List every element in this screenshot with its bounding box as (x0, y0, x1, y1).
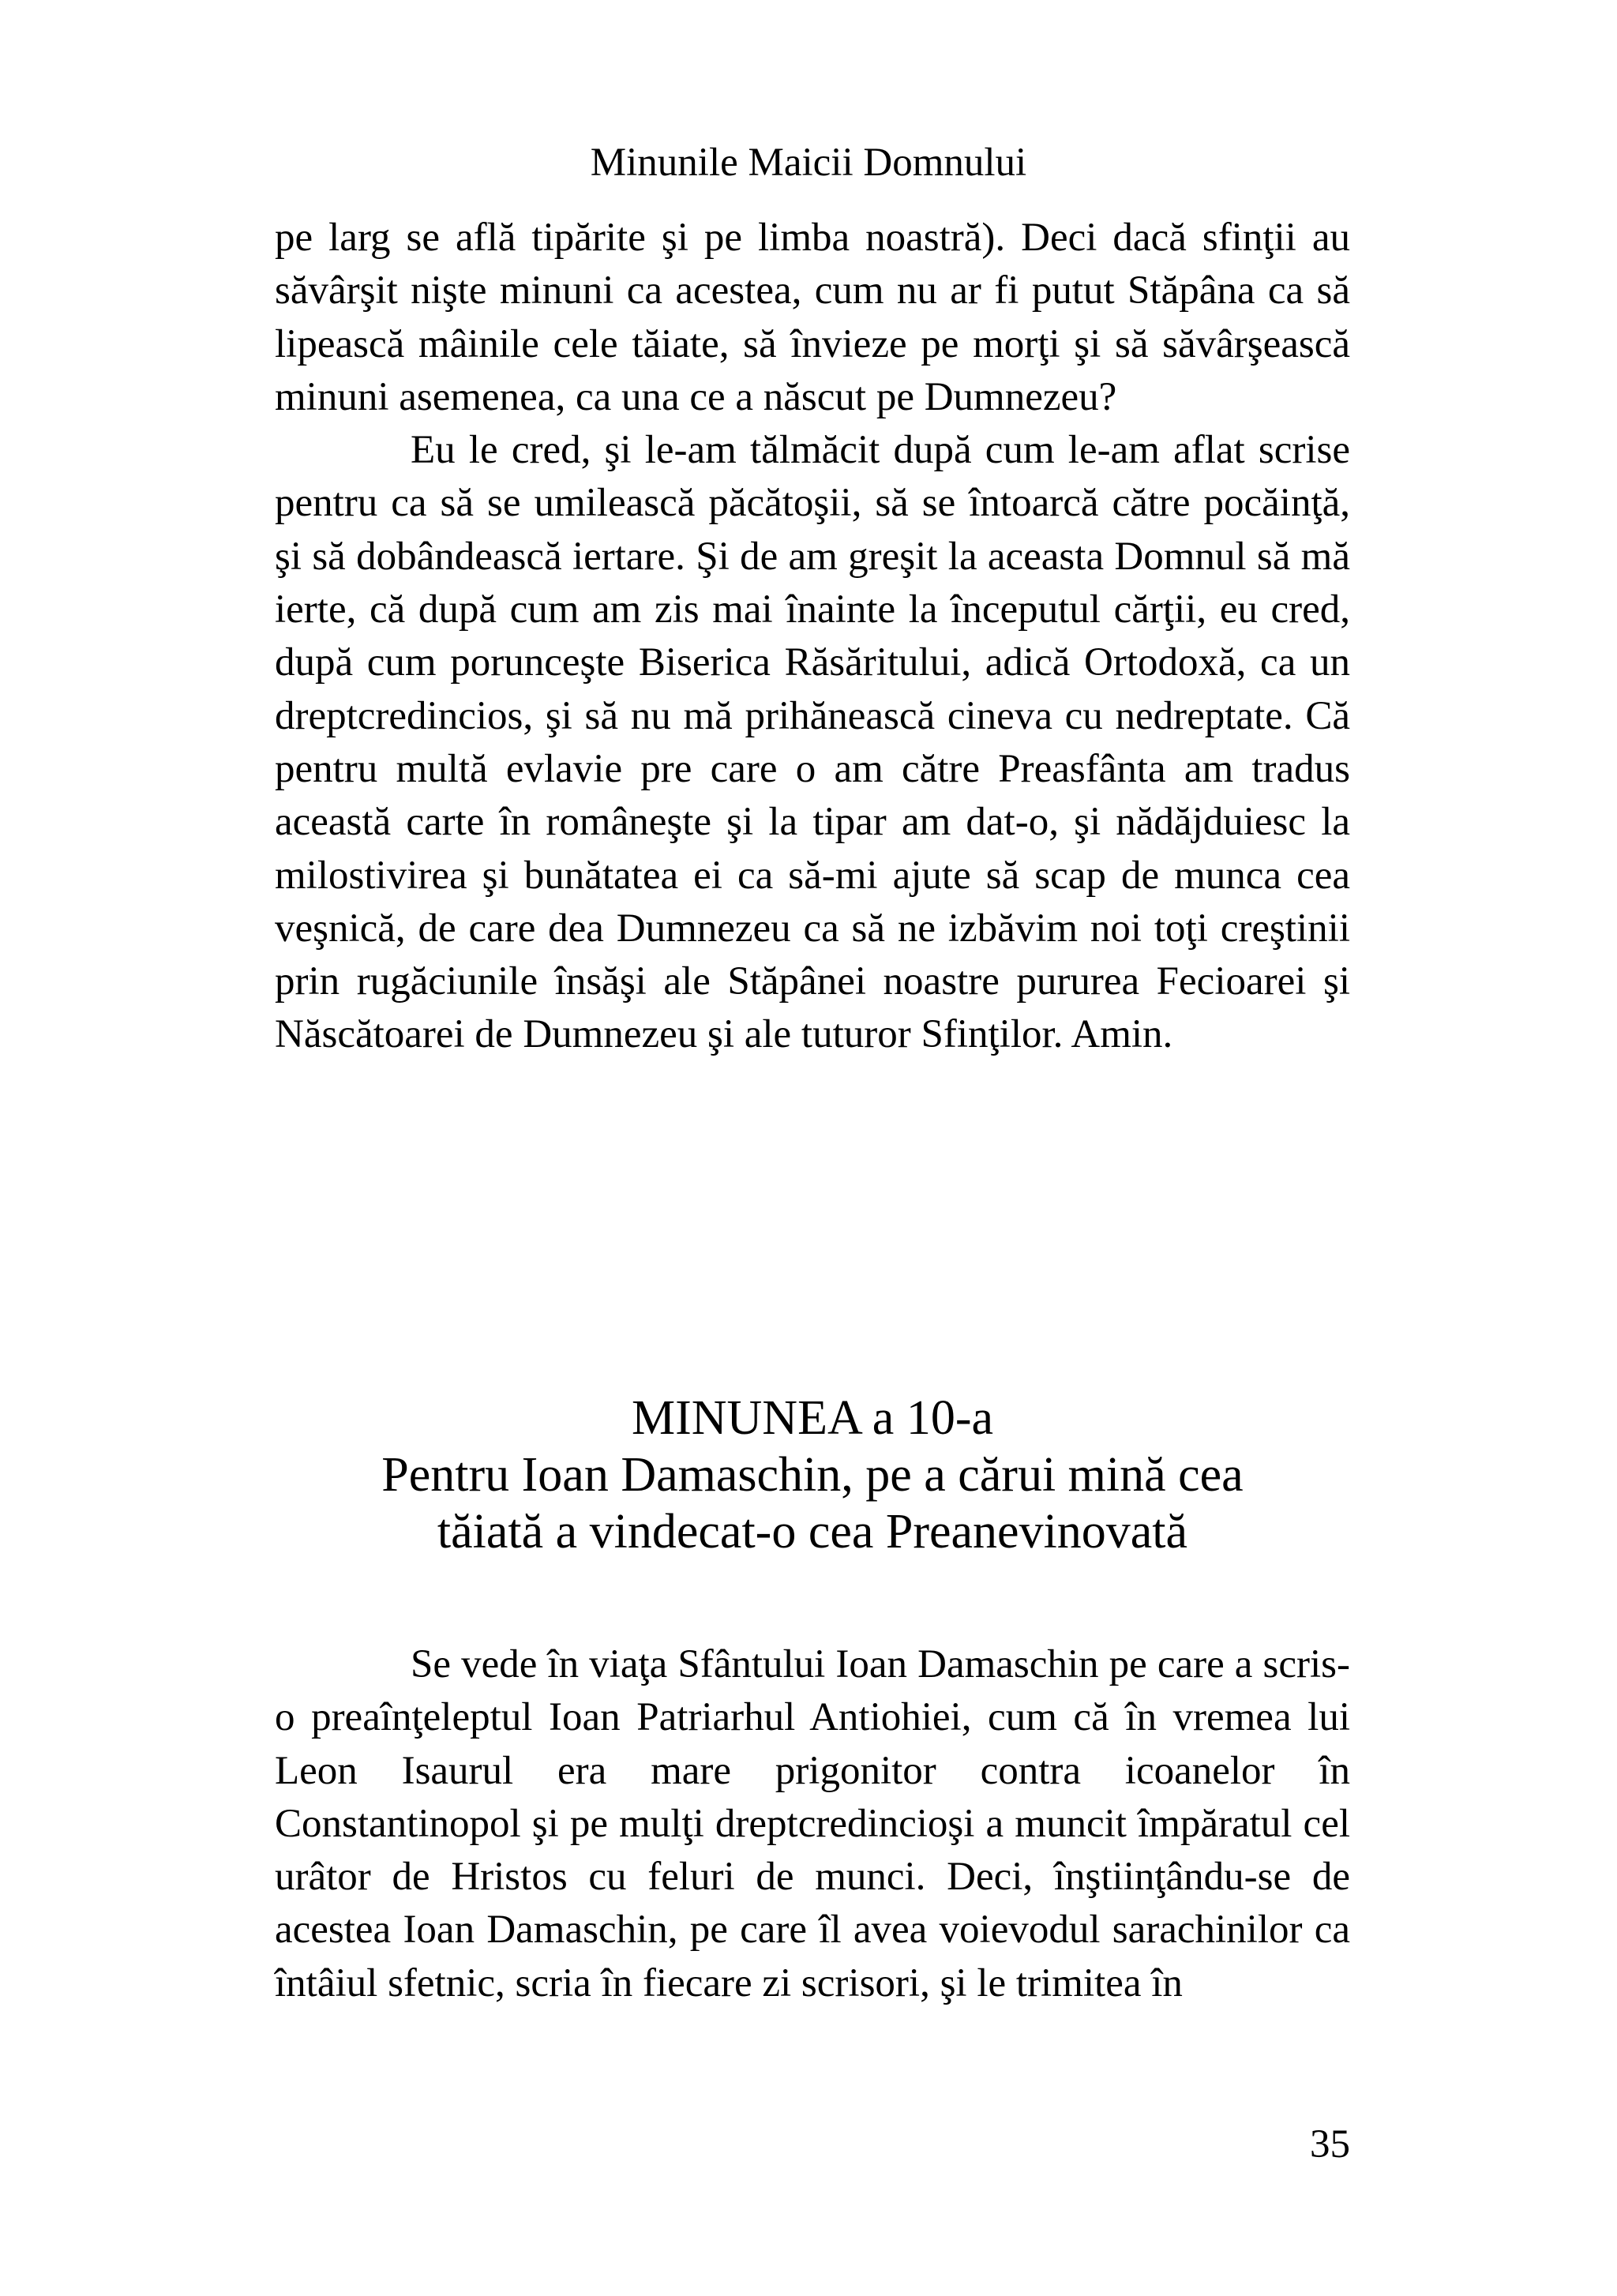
chapter-title-line-2: tăiată a vindecat-o cea Preanevinovată (437, 1505, 1188, 1559)
page-number: 35 (1310, 2122, 1350, 2167)
paragraph-continued: pe larg se află tipărite şi pe limba noastră). Deci dacă sfinţii au săvârşit nişte minuni ca acestea, cum nu ar fi putut Stăpâna ca să lipească mâinile cele tăiate, să învieze pe morţi şi să săvârşească minuni asemenea, ca una ce a născut pe Dumnezeu? (275, 216, 1350, 419)
text-block-chapter (275, 1638, 1350, 2010)
chapter-title-line-1: Pentru Ioan Damaschin, pe a cărui mină cea (381, 1448, 1244, 1502)
chapter-heading (275, 1390, 1350, 1560)
paragraph-chapter-start: Se vede în viaţa Sfântului Ioan Damaschin pe care a scris-o preaînţeleptul Ioan Patriarhul Antiohiei, cum că în vremea lui Leon Isaurul era mare prigonitor contra icoanelor în Constantinopol şi pe mulţi dreptcredincioşi a muncit împăratul cel urâtor de Hristos cu feluri de munci. Deci, înştiinţându-se de acestea Ioan Damaschin, pe care îl avea voievodul sarachinilor ca întâiul sfetnic, scria în fiecare zi scrisori, şi le trimitea în (275, 1642, 1350, 2005)
text-block-continued (275, 212, 1350, 1062)
running-head: Minunile Maicii Domnului (590, 141, 1027, 185)
paragraph-author-note: Eu le cred, şi le-am tălmăcit după cum le-am aflat scrise pentru ca să se umilească păcătoşii, să se întoarcă către pocăinţă, şi să dobândească iertare. Şi de am greşit la aceasta Domnul să mă ierte, că după cum am zis mai înainte la începutul cărţii, eu cred, după cum porunceşte Biserica Răsăritului, adică Ortodoxă, ca un dreptcredincios, şi să nu mă prihănească cineva cu nedreptate. Că pentru multă evlavie pre care o am către Preasfânta am tradus această carte în româneşte şi la tipar am dat-o, şi nădăjduiesc la milostivirea şi bunătatea ei ca să-mi ajute să scap de munca cea veşnică, de care dea Dumnezeu ca să ne izbăvim noi toţi creştinii prin rugăciunile însăşi ale Stăpânei noastre pururea Fecioarei şi Născătoarei de Dumnezeu şi ale tuturor Sfinţilor. Amin. (275, 428, 1350, 1057)
chapter-number: MINUNEA a 10-a (631, 1391, 993, 1445)
